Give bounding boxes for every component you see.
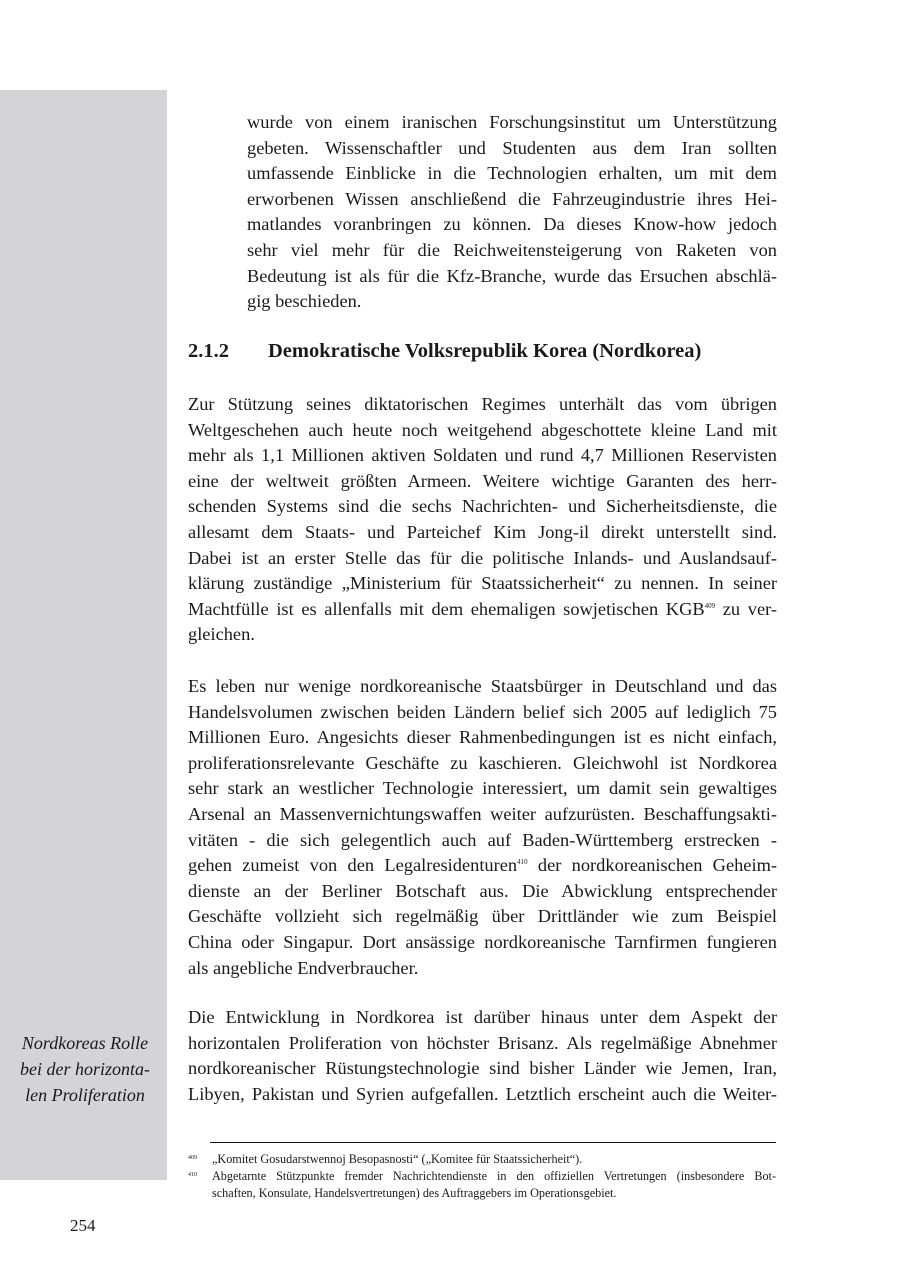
text-line: Arsenal an Massenvernichtungswaffen weiter aufzurüsten. Beschaffungsakti-: [188, 803, 777, 824]
margin-note: [6, 1030, 164, 1108]
text-line: allesamt dem Staats- und Parteichef Kim Jong-il direkt unterstellt sind.: [188, 521, 777, 542]
text-line: umfassende Einblicke in die Technologien erhalten, um mit dem: [247, 163, 777, 184]
text-line: Zur Stützung seines diktatorischen Regimes unterhält das vom übrigen: [188, 394, 777, 414]
margin-note-line: bei der horizonta-: [20, 1059, 150, 1079]
text-line: Bedeutung ist als für die Kfz-Branche, wurde das Ersuchen abschlä-: [247, 265, 777, 286]
footnote-mark: 409: [188, 1155, 197, 1161]
text-line: Handelsvolumen zwischen beiden Ländern belief sich 2005 auf lediglich 75: [188, 701, 777, 722]
text-line: Geschäfte vollzieht sich regelmäßig über Drittländer wie zum Beispiel: [188, 906, 777, 927]
text-line: klärung zuständige „Ministerium für Staatssicherheit“ zu nennen. In seiner: [188, 573, 777, 594]
text-line-with-footnote: [188, 853, 777, 879]
text-line: sehr viel mehr für die Reichweitensteigerung von Raketen von: [247, 239, 777, 260]
text-line: gig beschieden.: [247, 291, 362, 312]
text-line: schenden Systems sind die sechs Nachrichten- und Sicherheitsdienste, die: [188, 496, 777, 517]
text-line: nordkoreanischer Rüstungstechnologie sind bisher Länder wie Jemen, Iran,: [188, 1058, 777, 1079]
footnotes: [188, 1151, 776, 1202]
paragraph-3: [188, 1005, 777, 1107]
text-line: vitäten - die sich gelegentlich auch auf Baden-Württemberg erstrecken -: [188, 829, 777, 850]
page-number: 254: [70, 1216, 96, 1235]
text-segment: Machtfülle ist es allenfalls mit dem ehemaligen sowjetischen KGB: [188, 598, 705, 619]
text-line: matlandes voranbringen zu können. Da dieses Know-how jedoch: [247, 214, 777, 235]
text-line: dienste an der Berliner Botschaft aus. Die Abwicklung entsprechender: [188, 880, 777, 901]
text-line-with-footnote: [188, 597, 777, 623]
footnote-reference[interactable]: 409: [704, 601, 716, 610]
text-segment: gehen zumeist von den Legalresidenturen: [188, 855, 518, 876]
text-line: Millionen Euro. Angesichts dieser Rahmenbedingungen ist es nicht einfach,: [188, 727, 777, 748]
text-line: als angebliche Endverbraucher.: [188, 957, 419, 978]
footnote-divider: [210, 1142, 776, 1143]
margin-note-line: Nordkoreas Rolle: [21, 1033, 149, 1053]
text-line: gebeten. Wissenschaftler und Studenten aus dem Iran sollten: [247, 137, 777, 158]
text-line: Die Entwicklung in Nordkorea ist darüber hinaus unter dem Aspekt der: [188, 1007, 777, 1027]
footnote-mark: 410: [188, 1172, 197, 1178]
text-line: Weltgeschehen auch heute noch weitgehend abgeschottete kleine Land mit: [188, 419, 777, 440]
margin-sidebar: [0, 90, 167, 1180]
text-line: China oder Singapur. Dort ansässige nordkoreanische Tarnfirmen fungieren: [188, 931, 777, 952]
margin-note-line: len Proliferation: [25, 1085, 145, 1105]
footnote-reference[interactable]: 410: [517, 858, 528, 867]
text-segment: zu ver-: [715, 598, 777, 619]
text-line: eine der weltweit größten Armeen. Weitere wichtige Garanten des herr-: [188, 470, 777, 491]
footnote-line: „Komitet Gosudarstwennoj Besopasnosti“ („Komitee für Staatssicherheit“).: [212, 1152, 583, 1166]
text-line: wurde von einem iranischen Forschungsinstitut um Unterstützung: [247, 112, 777, 132]
paragraph-1: [188, 392, 777, 648]
text-line: horizontalen Proliferation von höchster Brisanz. Als regelmäßige Abnehmer: [188, 1032, 777, 1053]
section-title: Demokratische Volksrepublik Korea (Nordkorea): [268, 340, 702, 362]
intro-paragraph: [247, 110, 777, 315]
text-line: proliferationsrelevante Geschäfte zu kaschieren. Gleichwohl ist Nordkorea: [188, 752, 777, 773]
text-line: Es leben nur wenige nordkoreanische Staatsbürger in Deutschland und das: [188, 676, 777, 696]
footnote-409: [188, 1151, 776, 1168]
text-line: Dabei ist an erster Stelle das für die politische Inlands- und Auslandsauf-: [188, 547, 777, 568]
footnote-line: Abgetarnte Stützpunkte fremder Nachrichtendienste in den offiziellen Vertretungen (insbesondere Bot-: [212, 1169, 776, 1183]
text-line: Libyen, Pakistan und Syrien aufgefallen. Letztlich erscheint auch die Weiter-: [188, 1083, 777, 1104]
footnote-410: [188, 1168, 776, 1202]
text-line: erworbenen Wissen anschließend die Fahrzeugindustrie ihres Hei-: [247, 188, 777, 209]
text-line: mehr als 1,1 Millionen aktiven Soldaten und rund 4,7 Millionen Reservisten: [188, 445, 777, 466]
paragraph-2: [188, 674, 777, 981]
section-number: 2.1.2: [188, 340, 229, 362]
section-heading: [188, 340, 701, 363]
text-line: gleichen.: [188, 624, 255, 645]
text-segment: der nordkoreanischen Geheim-: [527, 855, 778, 876]
text-line: sehr stark an westlicher Technologie interessiert, um damit sein gewaltiges: [188, 778, 777, 799]
footnote-line: schaften, Konsulate, Handelsvertretungen) des Auftraggebers im Operationsgebiet.: [212, 1186, 617, 1200]
